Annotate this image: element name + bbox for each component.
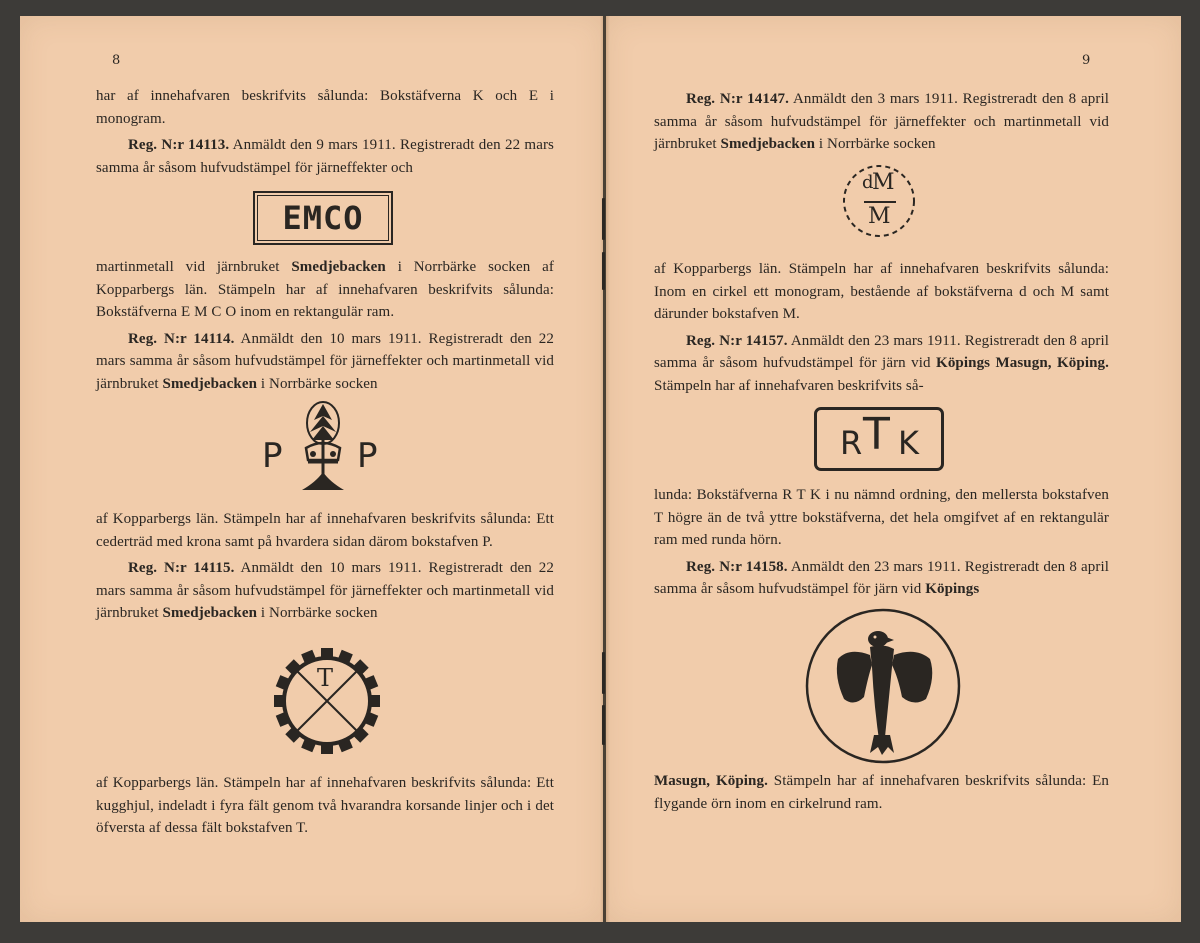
entry-body: Anmäldt den 23 mars 1911. Registreradt den 8 april samma år såsom hufvudstämpel för järn vid [654, 558, 1109, 597]
reg-number: Reg. N:r 14157. [686, 332, 788, 349]
entry-text [654, 88, 1109, 156]
rtk-trademark [814, 407, 944, 471]
entry-body: i Norrbärke socken [260, 605, 378, 621]
mark-letter: M [868, 204, 891, 229]
mark-letter: T [317, 664, 334, 692]
entry-body: Anmäldt den 23 mars 1911. Registreradt den 8 april samma år såsom hufvudstämpel för järn vid [654, 332, 1109, 371]
reg-number: Reg. N:r 14114. [128, 330, 235, 347]
mark-letter: K [898, 424, 919, 462]
entry-body: Stämpeln har af innehafvaren beskrifvits sålunda: En flygande örn inom en cirkelrund ram. [654, 773, 1109, 812]
dm-monogram-trademark [840, 162, 918, 240]
book-spine [600, 16, 610, 922]
place-name: Smedjebacken [291, 259, 386, 275]
entry-body: Anmäldt den 3 mars 1911. Registreradt den 8 april samma år såsom hufvudstämpel för järneffekter och martinmetall vid järnbruket [654, 91, 1109, 152]
entry-text [654, 484, 1109, 601]
place-name: Smedjebacken [162, 605, 258, 621]
cogwheel-trademark [270, 644, 384, 758]
mark-letter: M [872, 170, 895, 195]
reg-number: Reg. N:r 14113. [128, 137, 230, 153]
paragraph [96, 557, 554, 625]
paragraph: af Kopparbergs län. Stämpeln har af innehafvaren beskrifvits sålunda: Ett kugghjul, indeladt i fyra fält genom två hvarandra korsande linjer och i det öfversta af dessa fält bokstafven T. [96, 775, 554, 836]
entry-text [654, 258, 1109, 397]
entry-body: Anmäldt den 9 mars 1911. Registreradt den 22 mars samma år såsom hufvudstämpel för järneffekter och [96, 137, 554, 176]
paragraph [96, 134, 554, 179]
entry-text [96, 772, 554, 840]
entry-body: i Norrbärke socken [260, 375, 378, 392]
entry-body: i Norrbärke socken [818, 136, 936, 152]
mark-letter: P [262, 436, 283, 476]
entry-text [96, 85, 554, 179]
mark-text: EMCO [282, 199, 364, 237]
reg-number: Reg. N:r 14147. [686, 91, 790, 107]
entry-body: i Norrbärke socken af Kopparbergs län. Stämpeln har af innehafvaren beskrifvits sålunda: Bokstäfverna E M C O inom en rektangulär ram. [96, 259, 554, 320]
reg-number: Reg. N:r 14115. [128, 560, 235, 576]
entry-text [96, 256, 554, 395]
place-name: Köpings Masugn, Köping. [936, 355, 1109, 371]
paragraph [654, 770, 1109, 815]
eagle-icon [804, 607, 962, 765]
cedar-crown-trademark [258, 398, 388, 494]
paragraph [654, 330, 1109, 398]
entry-text [654, 770, 1109, 815]
place-name: Smedjebacken [162, 375, 258, 392]
entry-body: Anmäldt den 10 mars 1911. Registreradt den 22 mars samma år såsom hufvudstämpel för järneffekter och martinmetall vid järnbruket [96, 560, 554, 621]
binding-stitch [602, 198, 605, 240]
entry-text [96, 508, 554, 625]
mark-letter: T [863, 409, 890, 460]
place-name: Masugn, Köping. [654, 773, 768, 789]
emco-trademark [253, 191, 393, 245]
mark-letter: d [862, 172, 874, 193]
entry-body: martinmetall vid järnbruket [96, 259, 280, 275]
binding-stitch [602, 652, 605, 694]
paragraph [654, 556, 1109, 601]
paragraph [654, 88, 1109, 156]
paragraph: har af innehafvaren beskrifvits sålunda: Bokstäfverna K och E i monogram. [96, 88, 554, 127]
paragraph: lunda: Bokstäfverna R T K i nu nämnd ordning, den mellersta bokstafven T högre än de två yttre bokstäfverna, det hela omgifvet af en rektangulär ram med runda hörn. [654, 487, 1109, 548]
page-number-left: 8 [112, 53, 121, 68]
paragraph [96, 328, 554, 396]
cogwheel-icon [270, 644, 384, 758]
page-number-right: 9 [1082, 53, 1091, 68]
eagle-trademark [804, 607, 962, 765]
mark-letter: R [840, 424, 863, 462]
paragraph [96, 256, 554, 324]
entry-body: Anmäldt den 10 mars 1911. Registreradt den 22 mars samma år såsom hufvudstämpel för järneffekter och martinmetall vid järnbruket [96, 330, 554, 392]
binding-stitch [602, 705, 605, 745]
reg-number: Reg. N:r 14158. [686, 558, 788, 575]
cedar-tree-icon [258, 398, 388, 494]
place-name: Smedjebacken [720, 136, 816, 152]
paragraph: af Kopparbergs län. Stämpeln har af innehafvaren beskrifvits sålunda: Ett cederträd med krona samt på hvardera sidan därom bokstafven P. [96, 511, 554, 550]
mark-letter: P [357, 436, 378, 476]
binding-stitch [602, 252, 605, 290]
entry-body: Stämpeln har af innehafvaren beskrifvits så- [654, 377, 924, 394]
place-name: Köpings [925, 581, 980, 597]
paragraph: af Kopparbergs län. Stämpeln har af innehafvaren beskrifvits sålunda: Inom en cirkel ett monogram, bestående af bokstäfverna d och M samt därunder bokstafven M. [654, 261, 1109, 322]
